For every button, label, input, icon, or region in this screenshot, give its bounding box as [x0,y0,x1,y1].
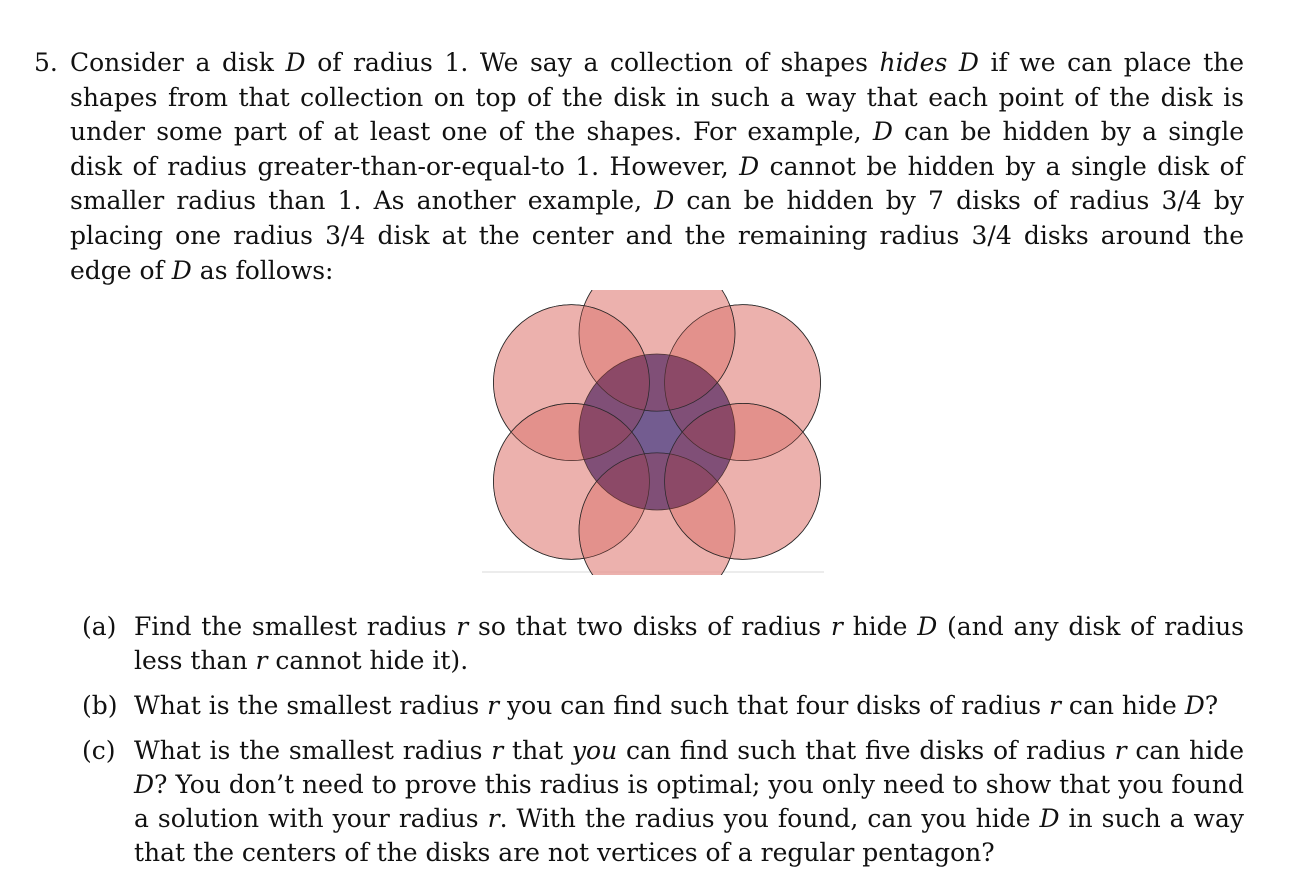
part-text-segment: What is the smallest radius [134,736,492,765]
part-text-segment: What is the smallest radius [134,691,488,720]
part-text-segment: can hide [1060,691,1185,720]
intro-text: as follows: [191,255,334,285]
math-symbol: D [917,612,938,641]
part-b [82,689,1244,723]
disk-figure-svg [482,290,824,575]
part-text-segment: in such a way that the centers of the disks are not vertices of a regular pentagon? [134,804,1244,867]
part-text-segment: so that two disks of radius [468,612,831,641]
math-D: D [285,48,306,77]
intro-text: can be hidden by a single disk of radius greater-than-or-equal-to 1. However, [70,117,1244,181]
part-text [134,689,1244,723]
part-text-segment: ? You don’t need to prove this radius is optimal; you only need to show that you found a solution with your radius [134,770,1244,833]
part-text-segment: you can find such that four disks of radius [499,691,1050,720]
outer-disk-outline [665,403,821,559]
part-label: (b) [82,691,118,720]
math-symbol: D [1039,804,1060,833]
problem-statement [34,46,1244,288]
part-text-segment: (and any disk of radius less than [134,612,1244,675]
part-text-segment: that [503,736,572,765]
part-text [134,610,1244,678]
intro-text: Consider a disk [70,48,286,77]
term-hides-D: hides D [879,48,979,77]
part-text-segment: can find such that five disks of radius [617,736,1115,765]
math-symbol: r [830,612,843,641]
problem-intro [70,46,1244,288]
problem-parts [82,610,1244,881]
math-symbol: r [487,691,500,720]
part-text-segment: ? [1204,691,1219,720]
math-D: D [171,255,192,285]
math-symbol: D [1184,691,1205,720]
math-symbol: r [491,736,504,765]
part-text-segment: cannot hide it). [267,646,469,675]
math-symbol: D [134,770,155,799]
math-symbol: r [487,804,500,833]
math-symbol: r [456,612,469,641]
intro-text: can be hidden by 7 disks of radius 3/4 by placing one radius 3/4 disk at the center and the remaining radius 3/4 disks around the edge of [70,186,1244,285]
part-label: (c) [82,736,116,765]
intro-text: if we can place the shapes from that collection on top of the disk in such a way that each point of the disk is under some part of at least one of the shapes. For example, [70,48,1245,147]
emphasis-text: you [571,736,618,765]
problem-number: 5. [34,48,58,77]
intro-text: cannot be hidden by a single disk of smaller radius than 1. As another example, [70,151,1244,216]
math-symbol: r [1114,736,1127,765]
part-text-segment: . With the radius you found, can you hide [499,804,1040,833]
math-D: D [872,117,893,147]
math-D: D [654,186,675,216]
part-text-segment: Find the smallest radius [134,612,457,641]
part-text-segment: hide [842,612,918,641]
part-text-segment: can hide [1126,736,1245,765]
disk-covering-figure [482,290,824,575]
math-D: D [739,151,760,181]
intro-text: of radius 1. We say a collection of shapes [305,48,880,77]
part-text [134,734,1244,870]
intro-paragraph [70,46,1244,288]
part-a [82,610,1244,678]
math-symbol: r [255,646,268,675]
part-c [82,734,1244,870]
math-symbol: r [1049,691,1061,720]
part-label: (a) [82,612,117,641]
